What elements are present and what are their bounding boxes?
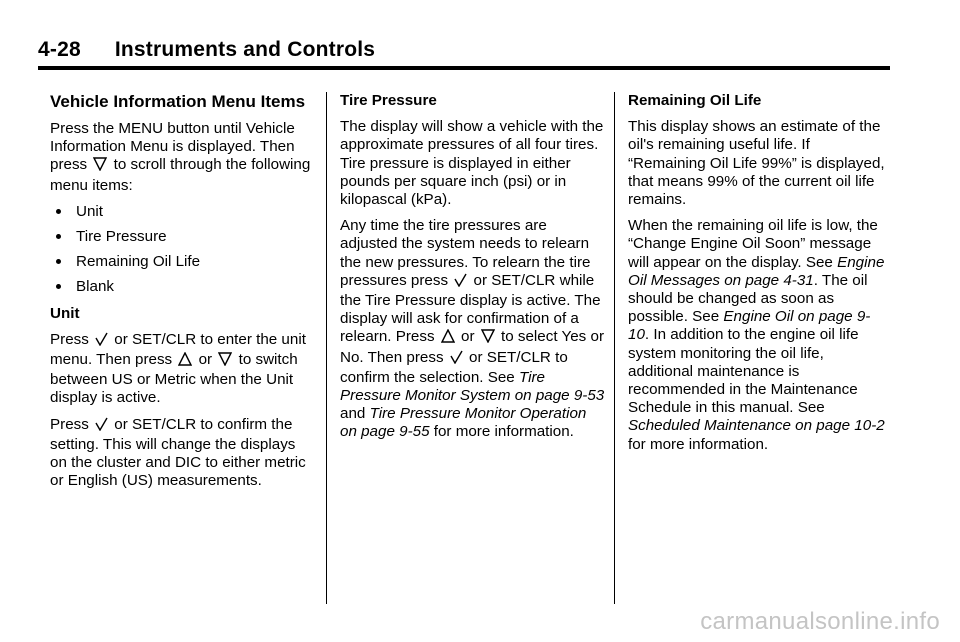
down-arrow-icon (218, 352, 232, 371)
tire-paragraph-1: The display will show a vehicle with the approximate pressures of all four tires. Tire pressure is displayed in either pounds per square inch (psi) or in kilopascal (kPa). (340, 118, 604, 209)
down-arrow-icon (481, 329, 495, 348)
list-item: Remaining Oil Life (50, 253, 312, 271)
tire-pressure-heading: Tire Pressure (340, 92, 437, 109)
column-2 (340, 92, 605, 450)
list-item: Blank (50, 278, 312, 296)
page-number: 4-28 (38, 38, 81, 61)
oil-life-heading: Remaining Oil Life (628, 92, 762, 109)
reference-link[interactable]: Engine Oil on page 9-10 (628, 308, 871, 344)
reference-link[interactable]: Engine Oil Messages on page 4-31 (628, 253, 885, 289)
unit-paragraph-2: Press or SET/CLR to confirm the setting. This will change the displays on the cluster and DIC to either metric or English (US) measurements. (50, 415, 306, 490)
unit-paragraph-1: Press or SET/CLR to enter the unit menu. Then press or to switch between US or Metric when the Unit display is active. (50, 330, 306, 407)
tire-paragraph-2: Any time the tire pressures are adjusted the system needs to relearn the new pressures. To relearn the tire pressures press or SET/CLR while the Tire Pressure display is active. The display will ask for confirmation of a relearn. Press or to select Yes or No. Then press or SET/CLR to confirm the selection. See Tire Pressure Monitor System on page 9-53 and Tire Pressure Monitor Operation on page 9-55 for more information. (340, 217, 605, 441)
list-item: Tire Pressure (50, 228, 312, 246)
section-title: Vehicle Information Menu Items (50, 92, 306, 111)
reference-link[interactable]: Scheduled Maintenance on page 10-2 (628, 417, 885, 435)
bullet-icon (56, 209, 61, 214)
bullet-icon (56, 234, 61, 239)
checkmark-icon (450, 350, 463, 369)
reference-link[interactable]: Tire Pressure Monitor Operation on page 9-55 (340, 405, 587, 441)
list-item: Unit (50, 203, 312, 221)
column-divider (326, 92, 327, 604)
checkmark-icon (95, 332, 108, 351)
bullet-icon (56, 284, 61, 289)
column-divider (614, 92, 615, 604)
menu-item-list (50, 203, 312, 297)
column-1 (50, 92, 312, 498)
unit-heading: Unit (50, 304, 80, 322)
watermark: carmanualsonline.info (700, 608, 940, 635)
checkmark-icon (454, 273, 467, 292)
down-arrow-icon (93, 157, 107, 176)
column-3 (628, 92, 890, 462)
page-header (38, 38, 375, 62)
intro-paragraph: Press the MENU button until Vehicle Information Menu is displayed. Then press to scroll through the following menu items: (50, 120, 311, 194)
oil-paragraph-1: This display shows an estimate of the oil's remaining useful life. If “Remaining Oil Life 99%” is displayed, that means 99% of the current oil life remains. (628, 118, 885, 209)
up-arrow-icon (178, 352, 192, 371)
header-rule (38, 66, 890, 70)
chapter-title: Instruments and Controls (114, 38, 376, 61)
reference-link[interactable]: Tire Pressure Monitor System on page 9-53 (340, 368, 605, 405)
checkmark-icon (95, 417, 108, 436)
oil-paragraph-2: When the remaining oil life is low, the “Change Engine Oil Soon” message will appear on the display. See Engine Oil Messages on page 4-31. The oil should be changed as soon as possible. See Engine Oil on page 9-10. In addition to the engine oil life system monitoring the oil life, additional maintenance is recommended in the Maintenance Schedule in this manual. See Scheduled Maintenance on page 10-2 for more information. (628, 217, 885, 453)
up-arrow-icon (441, 329, 455, 348)
bullet-icon (56, 259, 61, 264)
